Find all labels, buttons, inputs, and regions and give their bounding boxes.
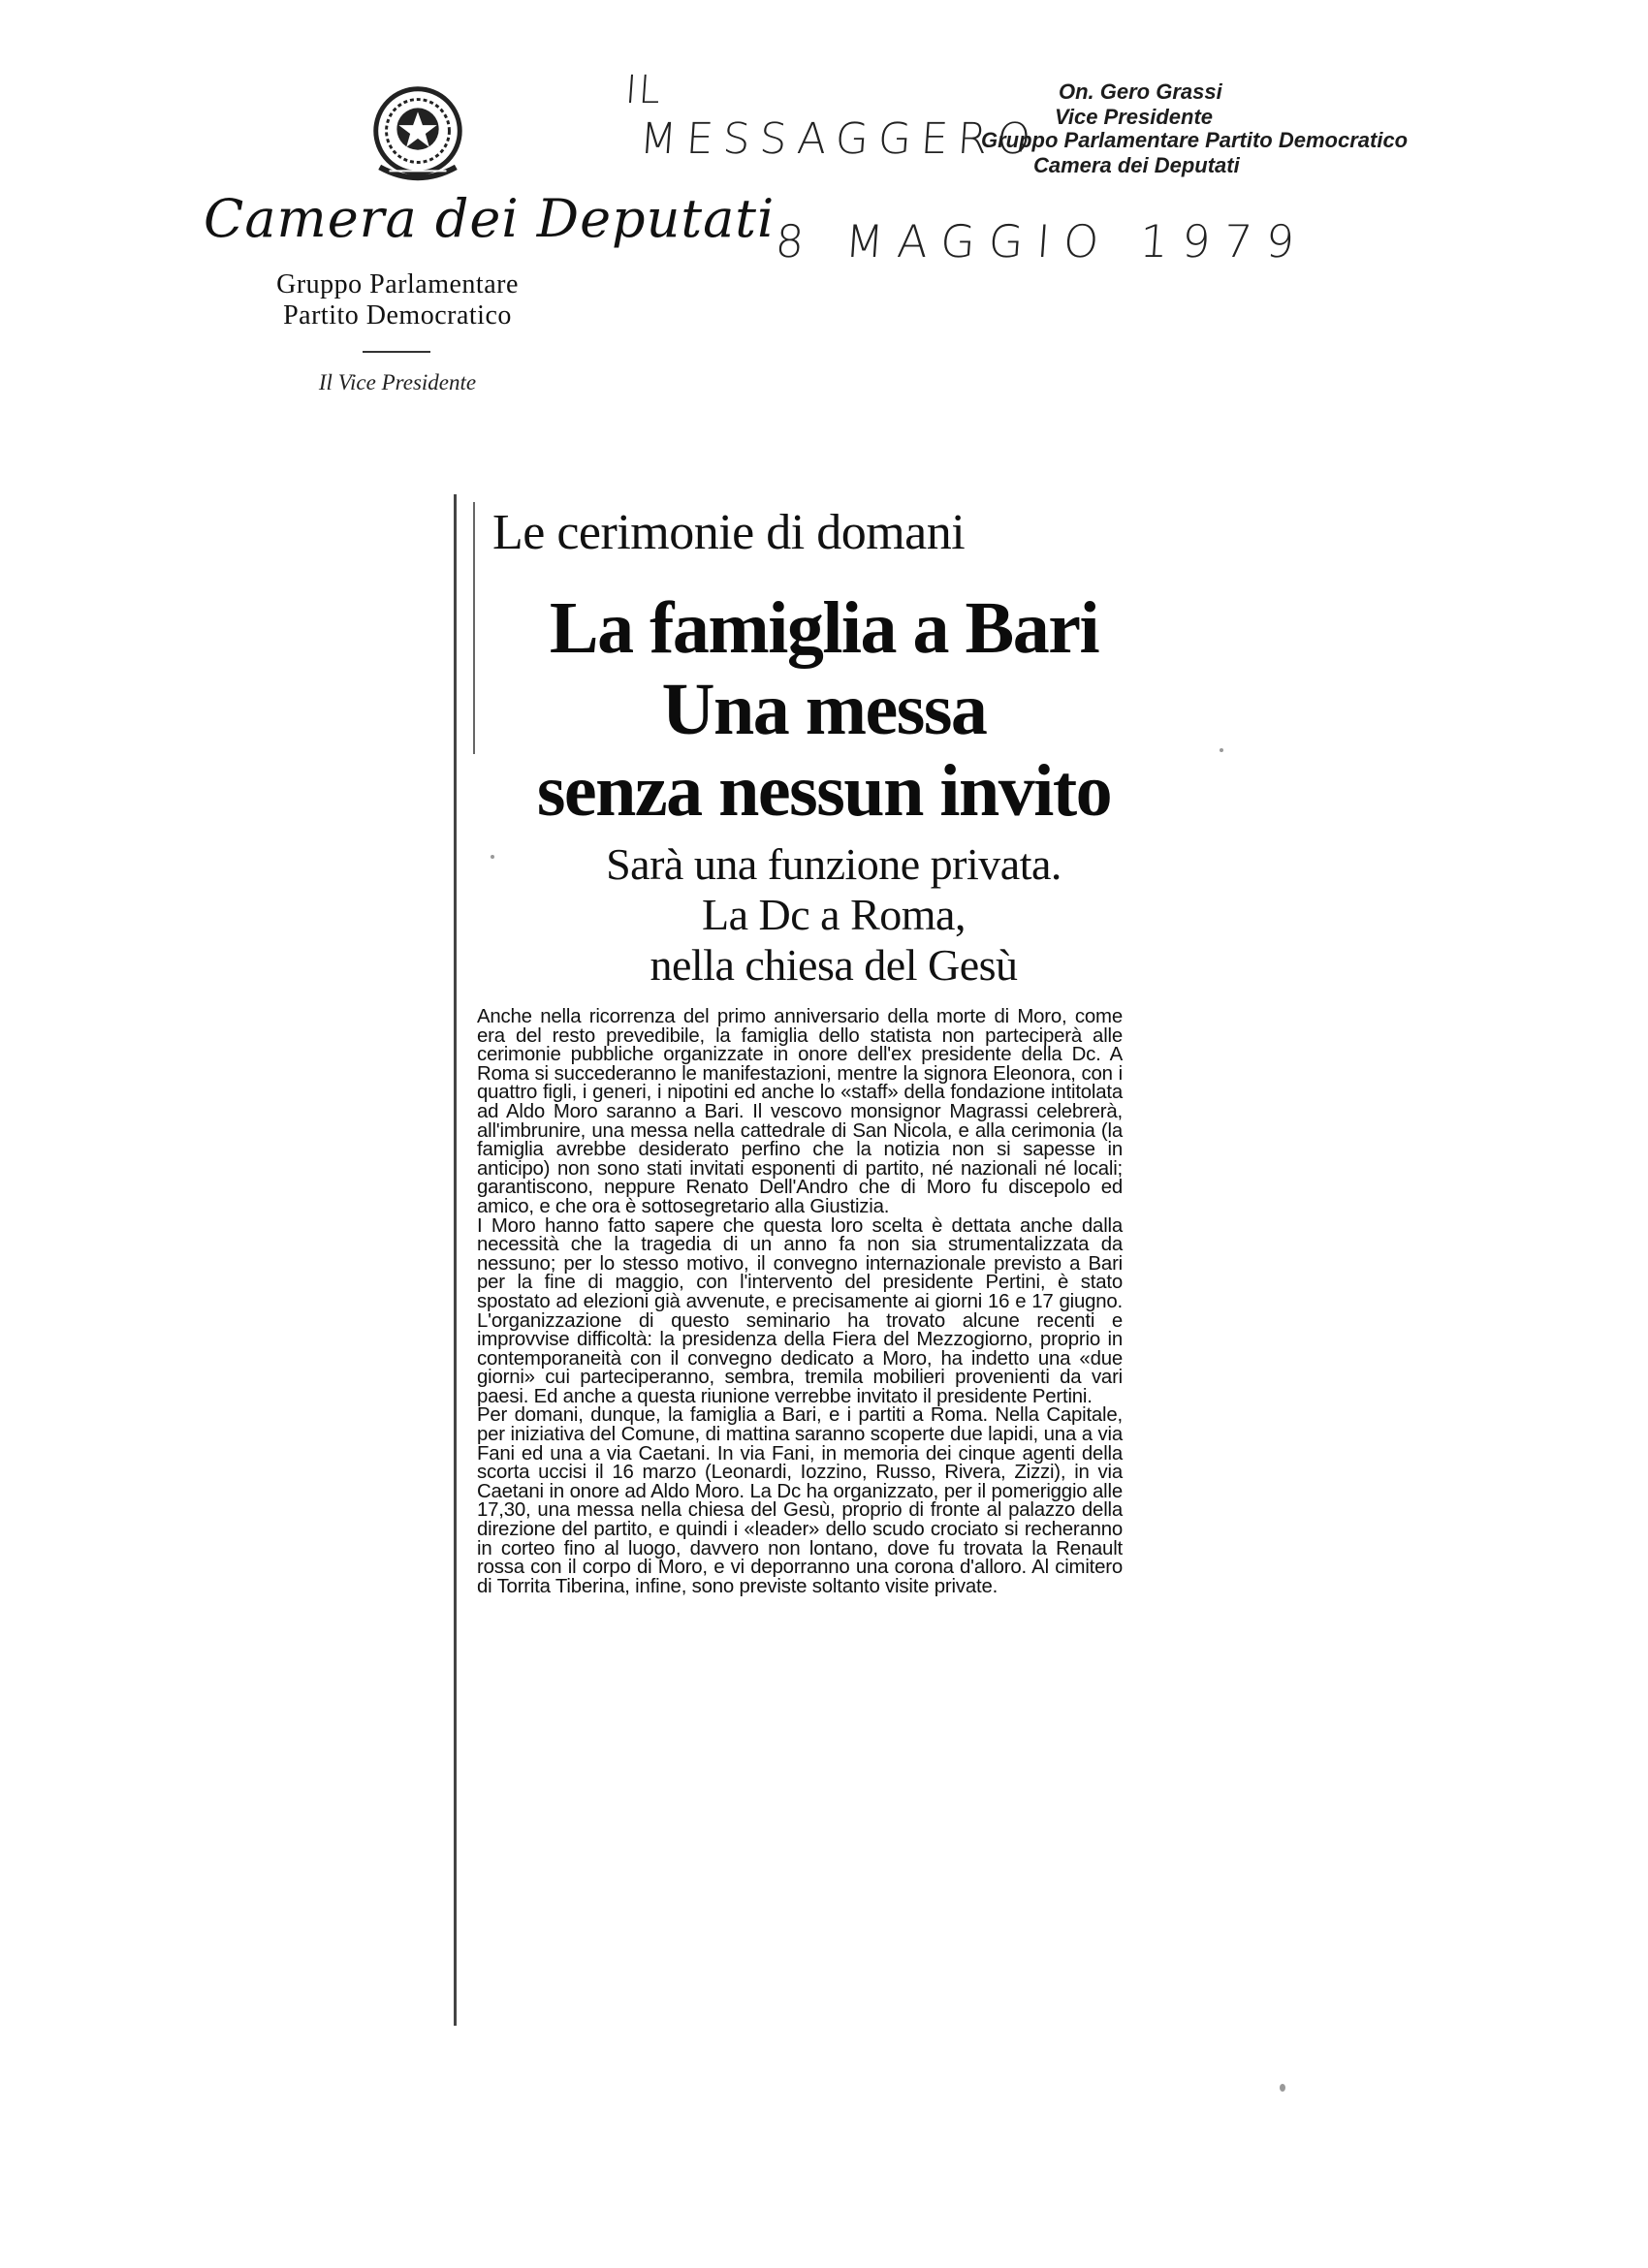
stamp-line-4: Camera dei Deputati [1033, 153, 1240, 177]
role-title: Il Vice Presidente [318, 370, 477, 394]
subhead-line-2: La Dc a Roma, [702, 890, 966, 939]
scan-speck [491, 855, 494, 859]
chamber-name: Camera dei Deputati [204, 188, 776, 249]
subhead-line-3: nella chiesa del Gesù [650, 940, 1018, 990]
article-paragraph-3: Per domani, dunque, la famiglia a Bari, e i partiti a Roma. Nella Capitale, per iniziativa del Comune, di mattina saranno scoperte due lapidi, una a via Fani ed una a via Caetani. In via Fani, in memoria dei cinque agenti della scorta uccisi il 16 marzo (Leonardi, Iozzino, Russo, Rivera, Zizzi), in via Caetani in onore ad Aldo Moro. La Dc ha organizzato, per il pomeriggio alle 17,30, una messa nella chiesa del Gesù, proprio di fronte al palazzo della direzione del partito, e quindi i «leader» dello scudo crociato si recheranno in corteo fino al luogo, davvero non lontano, dove fu trovata la Renault rossa con il corpo di Moro, e vi deporranno una corona d'alloro. Al cimitero di Torrita Tiberina, infine, sono previste soltanto visite private. [477, 1404, 1123, 1597]
clipping-edge-inner [473, 502, 475, 754]
handwritten-note-line-1: IL [623, 68, 664, 112]
article-headline [504, 587, 1144, 832]
stamp-line-3: Gruppo Parlamentare Partito Democratico [981, 128, 1409, 152]
article-paragraph-2: I Moro hanno fatto sapere che questa loro scelta è dettata anche dalla necessità che la tragedia di un anno fa non sia strumentalizzata da nessuno; per lo stesso motivo, il convegno internazionale previsto a Bari per la fine di maggio, con l'intervento del presidente Pertini, è stato spostato ad elezioni già avvenute, e precisamente ai giorni 16 e 17 giugno. L'organizzazione di questo seminario ha trovato alcune recenti e improvvise difficoltà: la presidenza della Fiera del Mezzogiorno, proprio in contemporaneità con il convegno dedicato a Moro, ha indetto una «due giorni» cui parteciperanno, sembra, tremila mobilieri provenienti da vari paesi. Ed anche a questa riunione verrebbe invitato il presidente Pertini. [477, 1214, 1123, 1407]
subhead-line-1: Sarà una funzione privata. [606, 839, 1062, 889]
article-body [477, 1008, 1123, 1596]
handwritten-note-line-2: MESSAGGERO [638, 114, 1042, 164]
scan-speck [1220, 748, 1223, 752]
handwritten-note-line-3: 8 MAGGIO 1979 [774, 215, 1310, 268]
stamp-line-1: On. Gero Grassi [1059, 79, 1222, 104]
clipping-edge [454, 494, 457, 2026]
headline-line-3: senza nessun invito [536, 750, 1112, 832]
article-kicker: Le cerimonie di domani [492, 505, 966, 560]
scan-speck [1280, 2084, 1285, 2092]
headline-line-2: Una messa [661, 669, 987, 750]
group-line-1: Gruppo Parlamentare [276, 269, 519, 299]
article-paragraph-1: Anche nella ricorrenza del primo anniversario della morte di Moro, come era del resto prevedibile, la famiglia dello statista non parteciperà alle cerimonie pubbliche organizzate in onore dell'ex presidente della Dc. A Roma si succederanno le manifestazioni, mentre la signora Eleonora, con i quattro figli, i generi, i nipotini ed anche lo «staff» della fondazione intitolata ad Aldo Moro saranno a Bari. Il vescovo monsignor Magrassi celebrerà, all'imbrunire, una messa nella cattedrale di San Nicola, e alla cerimonia (la famiglia avrebbe desiderato perfino che la notizia non si sapesse in anticipo) non sono stati invitati esponenti di partito, né nazionali né locali; garantiscono, neppure Renato Dell'Andro che di Moro fu discepolo ed amico, e che ora è sottosegretario alla Giustizia. [477, 1006, 1123, 1217]
stamp-line-2: Vice Presidente [1055, 105, 1214, 129]
headline-line-1: La famiglia a Bari [549, 587, 1099, 669]
republic-emblem-icon [361, 76, 475, 190]
group-line-2: Partito Democratico [283, 300, 512, 331]
letterhead-divider [363, 351, 430, 353]
article-subheadline [523, 839, 1144, 991]
